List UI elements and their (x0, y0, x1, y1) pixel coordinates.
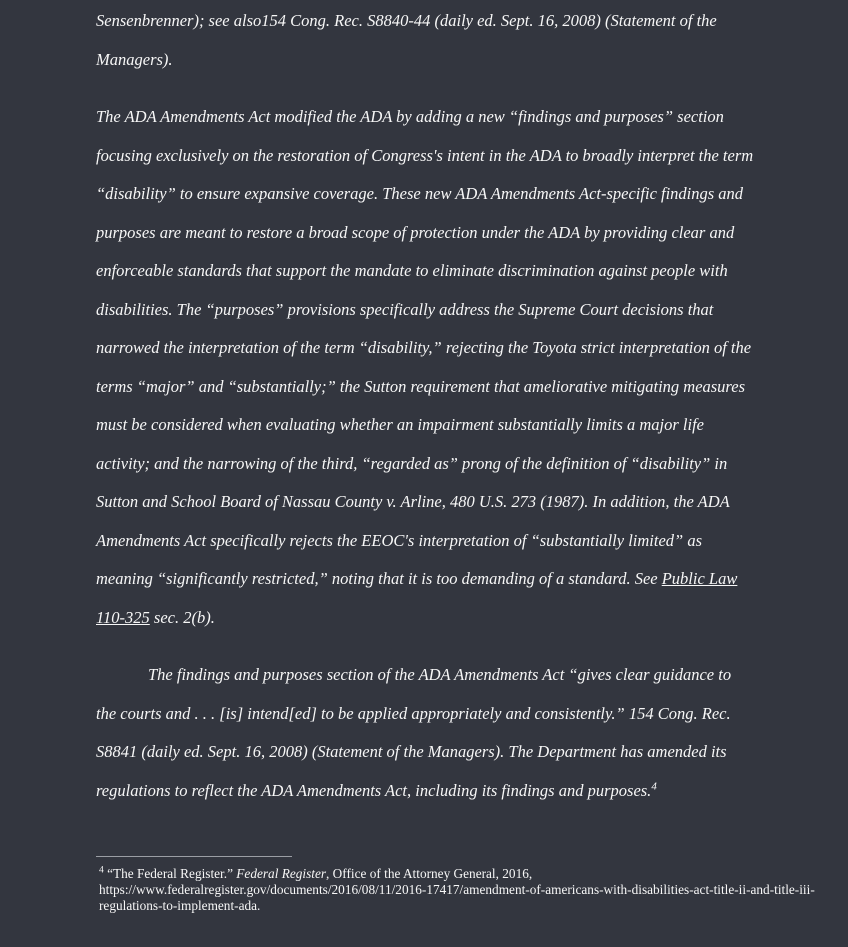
document-body (96, 2, 754, 810)
footnote-text (96, 866, 842, 914)
paragraph-ada-amendments-tail: sec. 2(b). (149, 607, 215, 627)
paragraph-ada-amendments (96, 98, 754, 637)
footnote-citation-end: , Office of the Attorney General, 2016, https://www.federalregister.gov/documents/2016/08/11/2016-17417/amendment-of-americans-with-disabilities-act-title-ii-and-title-iii-regulations-to-implement-ada. (99, 866, 815, 913)
footnote-marker: 4 (99, 865, 104, 876)
paragraph-findings-purposes-text: The findings and purposes section of the ADA Amendments Act “gives clear guidance to the courts and . . . [is] intend[ed] to be applied appropriately and consistently.” 154 Cong. Rec. S8841 (daily ed. Sept. 16, 2008) (Statement of the Managers). The Department has amended its regulations to reflect the ADA Amendments Act, including its findings and purposes. (96, 665, 732, 800)
footnote-reference: 4 (651, 780, 657, 792)
federal-register-title: Federal Register (236, 866, 327, 881)
public-law-link[interactable]: Public Law 110-325 (96, 569, 738, 627)
footnote-citation-start: “The Federal Register.” (103, 866, 237, 881)
paragraph-citation (96, 2, 754, 79)
paragraph-findings-purposes (96, 656, 754, 810)
footnote-separator (96, 856, 292, 857)
paragraph-citation-text: Sensenbrenner); see also154 Cong. Rec. S8840-44 (daily ed. Sept. 16, 2008) (Statement of the Managers). (96, 11, 717, 69)
paragraph-ada-amendments-text: The ADA Amendments Act modified the ADA by adding a new “findings and purposes” section focusing exclusively on the restoration of Congress's intent in the ADA to broadly interpret the term “disability” to ensure expansive coverage. These new ADA Amendments Act-specific findings and purposes are meant to restore a broad scope of protection under the ADA by providing clear and enforceable standards that support the mandate to eliminate discrimination against people with disabilities. The “purposes” provisions specifically address the Supreme Court decisions that narrowed the interpretation of the term “disability,” rejecting the Toyota strict interpretation of the terms “major” and “substantially;” the Sutton requirement that ameliorative mitigating measures must be considered when evaluating whether an impairment substantially limits a major life activity; and the narrowing of the third, “regarded as” prong of the definition of “disability” in Sutton and School Board of Nassau County v. Arline, 480 U.S. 273 (1987). In addition, the ADA Amendments Act specifically rejects the EEOC's interpretation of “substantially limited” as meaning “significantly restricted,” noting that it is too demanding of a standard. See (96, 107, 754, 588)
footnote-area (96, 856, 842, 914)
